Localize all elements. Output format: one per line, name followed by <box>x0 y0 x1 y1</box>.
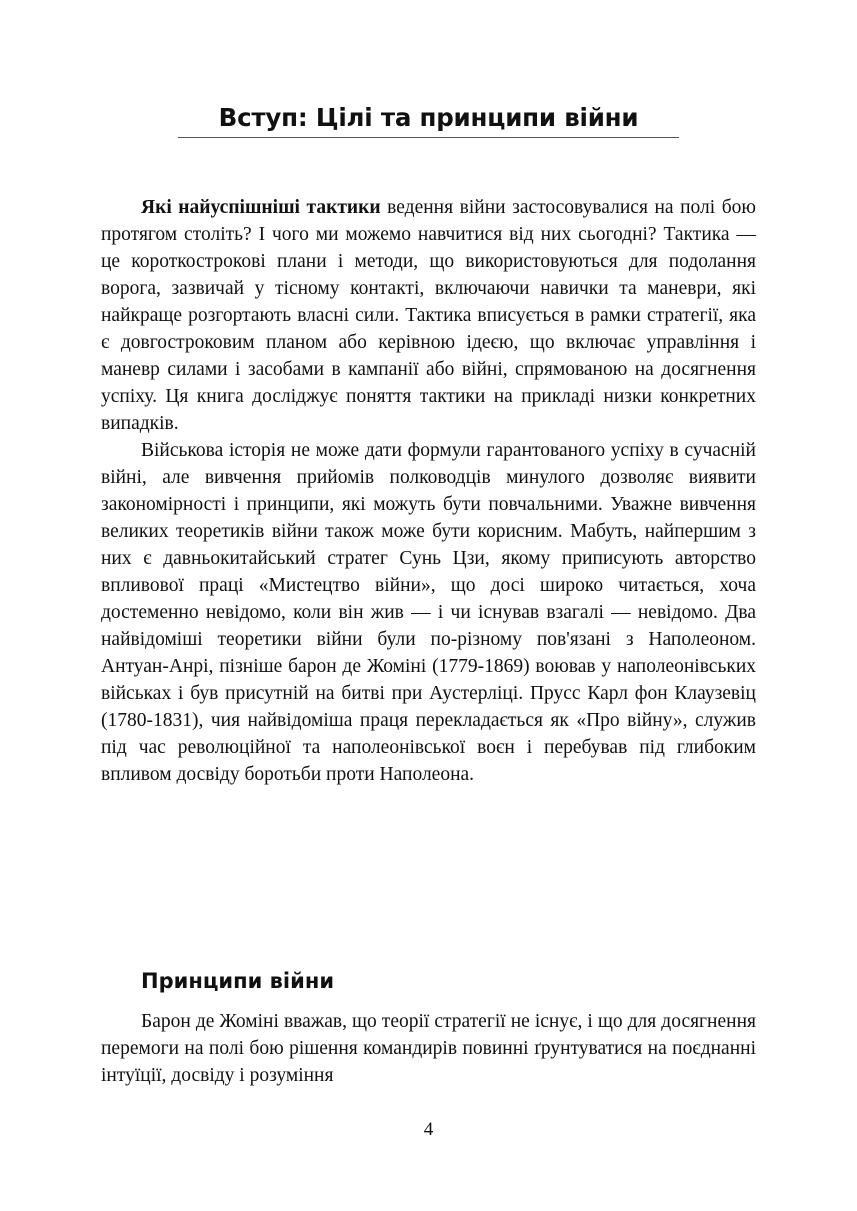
title-underline <box>178 137 679 138</box>
section-paragraph-1: Барон де Жоміні вважав, що теорії стратегії не існує, і що для досягнення перемоги на полі бою рішення командирів повинні ґрунтуватися на поєднанні інтуїції, досвіду і розуміння <box>101 1011 756 1086</box>
section-text <box>101 1008 756 1089</box>
intro-lead-bold: Які найуспішніші тактики <box>141 197 381 218</box>
intro-text <box>101 194 756 788</box>
intro-paragraph-2: Військова історія не може дати формули гарантованого успіху в сучасній війні, але вивчення прийомів полководців минулого дозволяє виявити закономірності і принципи, які можуть бути повчальними. Уважне вивчення великих теоретиків війни також може бути корисним. Мабуть, найпершим з них є давньокитайський стратег Сунь Цзи, якому приписують авторство впливової праці «Мистецтво війни», що досі широко читається, хоча достеменно невідомо, коли він жив — і чи існував взагалі — невідомо. Два найвідоміші теоретики війни були по-різному пов'язані з Наполеоном. Антуан-Анрі, пізніше барон де Жоміні (1779-1869) воював у наполеонівських військах і був присутній на битві при Аустерліці. Прусс Карл фон Клаузевіц (1780-1831), чия найвідоміша праця перекладається як «Про війну», служив під час революційної та наполеонівської воєн і перебував під глибоким впливом досвіду боротьби проти Наполеона. <box>101 440 756 785</box>
section-heading: Принципи війни <box>141 969 335 993</box>
intro-paragraph-1-text: ведення війни застосовувалися на полі бою протягом століть? І чого ми можемо навчитися від них сьогодні? Тактика — це короткострокові плани і методи, що використовуються для подолання ворога, зазвичай у тісному контакті, включаючи навички та маневри, які найкраще розгортають власні сили. Тактика вписується в рамки стратегії, яка є довгостроковим планом або керівною ідеєю, що включає управління і маневр силами і засобами в кампанії або війні, спрямованою на досягнення успіху. Ця книга досліджує поняття тактики на прикладі низки конкретних випадків. <box>101 197 756 434</box>
chapter-title: Вступ: Цілі та принципи війни <box>218 103 639 132</box>
intro-paragraph-1 <box>101 194 756 437</box>
page-number: 4 <box>423 1119 434 1140</box>
